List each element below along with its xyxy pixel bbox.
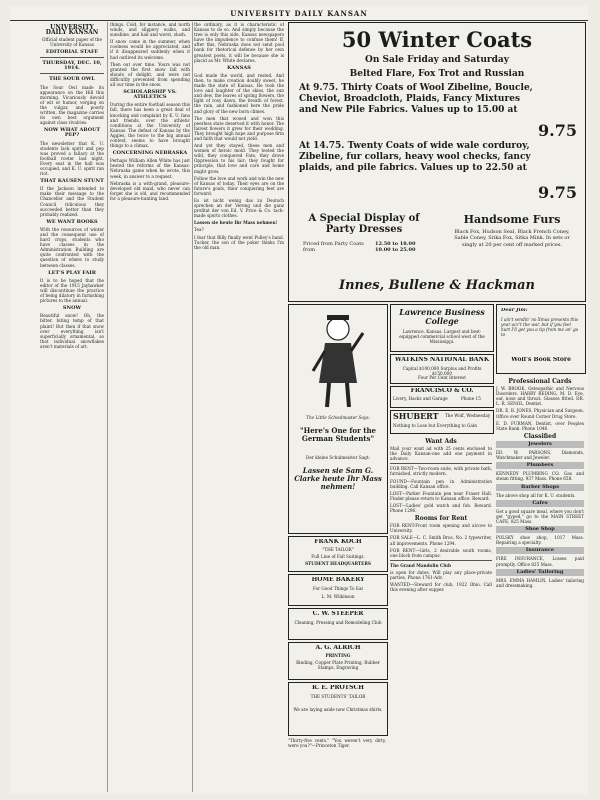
masthead [10,6,588,21]
editorial-staff-heading: EDITORIAL STAFF [45,49,99,56]
watkins-title: WATKINS NATIONAL BANK [394,357,490,362]
home-bakery-ad [288,574,388,606]
article-body: Tea? [194,227,204,233]
francisco-desc: Livery, Hacks and Garage [393,396,448,401]
barber-heading: Barber Shops [496,484,584,491]
shubert-title: SHUBERT [393,412,439,421]
dear-jim-text: I ain't sendin' no Xmas presents this year acc't the war, but if you feel hurt I'll get you a tip from me an' go to [501,317,579,337]
misc-jokes: "Thirty-five cents." "You weren't very dirty, were you?"—Princeton Tiger. [288,738,386,749]
paper-title: UNIVERSITY DAILY KANSAN [45,24,99,37]
coats-subtitle: On Sale Friday and Saturday [365,55,509,65]
rooms-text: FOR RENT-Front room opening and alcove to University. [390,523,492,534]
classified-heading: Classified [523,432,557,440]
want-ads-heading: Want Ads [425,438,457,445]
article-body: If the Jackson intended to make their message to the Chancellor and the Student Council ridiculous they succeeded better than they probably realized. [40,186,104,217]
bakery-desc: For Good Things To Eat [312,586,364,591]
wolf-book-store-ad [496,304,586,374]
protsch-desc: We are laying aside new Christmas shirts. [293,707,383,712]
koch-sub: "THE TAILOR" [322,547,354,552]
jewelers-text: ED. W. PARSONS, Diamonds, Watchmaker and Jeweler. [496,450,584,461]
watkins-bank-ad [390,354,494,384]
francisco-phone: Phone 15 [461,396,481,401]
article-heading: THE SOUR OWL [49,76,95,83]
article-heading: WE WANT BOOKS [46,218,98,225]
coats-offer-1: At 9.75. Thirty Coats of Wool Zibeline, Boucle, Cheviot, Broadcloth, Plaids, Fancy Mixtures and New Pile Fabrics. Values up to 15.00 at [299,83,533,115]
coats-price-2: 9.75 [538,183,577,202]
newspaper-page [10,6,588,794]
article-body: Nebraska is a with-grand, pleasure-developed old maid, who never can forget she is old, and recommended for a pleasure-hunting land. [110,180,190,201]
article-body: The men that wooed and won this peerless state deserved it with honor. The fairest flowers it grew for their wedding. They brought high hope and purpose firm and faith that would not yield. [194,115,284,141]
party-dresses-prices: 12.50 to 18.00 10.00 to 25.00 [375,241,416,253]
article-body: Perhaps William Allen White has just bested the reforms of the Kansas-Nebraska game when he wrote, this week, in answer to a request. [110,158,190,179]
article-body: things. Cold, for instance, and north winds, and slippery walks, and sunshine, and hail and worst, slush. [110,22,190,38]
coats-title: 50 Winter Coats [341,27,533,52]
schoolmaster-quote: "Here's One for the German Students" [299,427,377,443]
cafes-heading: Cafes [496,500,584,507]
dear-jim-heading: Dear Jim: [501,308,528,313]
steeper-title: C. W. STEEPER [312,611,364,616]
furs-heading: Handsome Furs [463,213,561,226]
article-body: The newsletter that K. U. students lack spirit and pep was proved a fallacy at the football rooter last night. Every seat in the hall was occupied, and K. U. spirit ran riot. [40,140,104,177]
plumbers-heading: Plumbers [496,462,584,469]
party-dresses-heading: A Special Display of Party Dresses [308,213,420,235]
college-desc: Lawrence, Kansas. Largest and best-equipped commercial school west of the Mississippi. [399,329,485,344]
article-body: I fear that Billy finally went Pulley's band. Tucker, the son of the poker thinks I'm the old man. [194,234,284,250]
article-body: The Sour Owl made its appearance on the Hill this morning. Vicariously devoid of wit or humor, verging on the vulgar, and poorly written, the magazine carries its own best argument against class rivalries. [40,84,104,126]
article-body: Follow the love and work and win the new of Kansas of today. Their eyes are on the future's goals, their conquering feet are forward. [194,175,284,196]
mandolin-club-text: is open for dates. Will play any place-private parties, Phone 1761-Adv. [390,569,492,580]
bakery-title: HOME BAKERY [311,577,365,582]
koch-slogan: STUDENT HEADQUARTERS [305,561,371,566]
want-ads-intro: Mail your want ad with 25 cents enclosed to the Daily Kansan-one add one payment in advance. [390,446,492,462]
dear-jim-signature: Wolf's Book Store [511,357,571,362]
article-body: Lassen sie heute Ihr Mass nehmen! [194,220,278,226]
article-body: During the entire football season this fall, there has been a great deal of knocking and complaint by K. U. fans and friends, over the athletic conditions at the University of Kansas. The defeat of Kansas by the Aggies, the twice to the big annual contest, seems to have brought things to a climax. [110,102,190,149]
shoe-heading: Shoe Shop [496,526,584,533]
coats-price-1: 9.75 [538,121,577,140]
koch-desc: Full Line of Fall Suitings. [311,554,365,559]
article-body: Beautiful snow! Oh, the bitter, biting temp of that plaint! But then if that snow over everything isn't superficially ornamental, so that individual snowflakes aren't materials of art. [40,313,104,349]
article-body: It is to be hoped that the editor of the 1915 Jayhawker will discontinue the practice of being dilatory in furnishing pictures to the annual. [40,277,104,304]
article-body: With the resources of winter and the consequent use of hard crops, students who have classes in the Administration Building are quite confronted with the question of where to study between classes. [40,226,104,268]
frank-koch-ad [288,536,388,572]
college-title: Lawrence Business College [399,308,485,326]
schoolmaster-caption: The Little Schoolmaster Says: [306,415,370,420]
article-body: the ordinary, as it is characteristic of Kansas to do so. And simply because the tree is only this side, Kansas newspapers have the impudence to confuse them! If, after this, Nebraska does not send pool bank for rhetorical defense by her own greatest poets, it will be because she is placid as Mr. White declares. [194,22,284,63]
coats-styles: Belted Flare, Fox Trot and Russian [349,69,525,79]
protsch-title: R. E. PROTSCH [312,685,364,690]
bakery-owner: L. M. Wilkinson [321,594,355,599]
furs-description: Black Fox, Hudson Seal, Black French Coney, Sable Coney, Sitka Fox, Sitka Mink. In sets or singly at 20 per cent off marked prices. [454,229,570,248]
alrich-sub: PRINTING [325,653,351,658]
article-body: Then out over time. Yours was not granted the first snow fall with shouts of delight, and were not difficultly prevented from spending all our time in the snow. [110,61,190,88]
article-heading: NOW WHAT ABOUT PEP? [43,127,101,139]
masthead-title: UNIVERSITY DAILY KANSAN [230,9,368,18]
article-heading: SNOW [62,305,82,312]
tailoring-heading: Ladies' Tailoring [496,569,584,576]
party-dresses-label: Priced from Party Coats from [303,241,364,253]
steeper-ad [288,608,388,640]
column-editorial [40,22,104,792]
store-signature-logo: Innes, Bullene & Hackman [339,278,535,293]
mandolin-club-heading: The Grand Mandolin Club [390,562,451,568]
jewelers-heading: Jewelers [496,441,584,448]
article-heading: SCHOLARSHIP VS. ATHLETICS [123,89,177,101]
shubert-desc: The Wolf, Wednesday [445,413,491,418]
winter-coats-ad [288,22,586,302]
article-heading: THAT KAUSEN STUNT [40,178,104,185]
koch-title: FRANK KOCH [314,539,362,544]
article-body: Es ist nicht wenig das zu Deutsch sprechen an der Vereng und die ganz profitat der von Ed. V. Price & Co. tach-made sports clothes. [194,198,284,219]
protsch-tailor-ad [288,682,388,736]
alrich-printing-ad [288,642,388,680]
column-three [194,22,284,792]
issue-date: THURSDAY, DEC. 10, 1914. [42,60,102,72]
francisco-ad [390,386,494,408]
protsch-sub: THE STUDENTS' TAILOR [310,694,366,699]
want-ads-column: Want Ads Mail your want ad with 25 cents enclosed to the Daily Kansan-one add one payment in advance. FOR RENT—Two-room suite, with private bath, furnished, strictly modern. FOUND—Fountain pen in Administration building. Call Kansan office. LOST—Parker Fountain pen near Fraser Hall. Finder please return to Kansan office. Reward. LOST—Ladies' gold watch and fob. Reward. Phone 1296. Rooms for Rent FOR RENT-Front room opening and alcove to University. FOR SALE—L. C. Smith Bros. No. 2 typewriter, all improvements. Phone 1294. FOR RENT—Girls, 2 desirable south rooms, one block from campus. The Grand Mandolin Club is open for dates. Will play any place-private parties, Phone 1761-Adv. WANTED—Steward for club, 1922 Ohio. Call this evening after supper. [390,438,492,593]
schoolmaster-sub: Der kleine Schulmeister Sagt: [306,455,370,460]
watkins-capital: Capital $100,000 Surplus and Profits $150,000 [402,366,482,376]
shubert-slogan: Nothing to Lose but Everything to Gain [393,423,477,428]
schoolmaster-slogan: Lassen sie Sam G. Clarke heute Ihr Mass nehmen! [294,467,382,491]
insurance-heading: Insurance [496,547,584,554]
business-college-ad [390,304,494,352]
professional-column: Professional Cards J. W. BROOK, Osteopathic and Nervous Disorders. HARRY REDING, M. D. Eye, ear, nose and throat. Glasses fitted. DR. L. R. SENOL, Dentist. DR. E. B. JONES, Physician and Surgeon. Office over Round Corner Drug Store. E. D. FURMAN, Dentist, over Peoples State Bank. Phone 1046. Classified Jewelers ED. W. PARSONS, Diamonds, Watchmaker and Jeweler. Plumbers KENNEDY PLUMBING CO. Gas and steam fitting. 937 Mass. Phone 658. Barber Shops The above shop all for K. U. students. Cafes Get a good square meal, where you don't get "gyped," go to the MAIN STREET CAFE, 825 Mass. Shoe Shop POLSKY shoe shop, 1017 Mass. Repairing a specialty. Insurance FIRE INSURANCE, Losses paid promptly. Office 825 Mass. Ladies' Tailoring MRS. EMMA HAMLIN, Ladies' tailoring and dressmaking. [496,378,584,588]
francisco-title: FRANCISCO & CO. [410,388,474,393]
article-heading: LET'S PLAY FAIR [48,269,96,276]
rooms-heading: Rooms for Rent [414,515,468,523]
article-heading: CONCERNING NEBRASKA [112,150,188,157]
watkins-interest: Four Per Cent Interest [418,375,466,380]
alrich-title: A. G. ALRICH [315,645,361,650]
article-heading: KANSAS [227,64,251,71]
steeper-desc: Cleaning, Pressing and Remodeling Club [294,620,382,625]
schoolmaster-ad [288,304,388,534]
coats-offer-2: At 14.75. Twenty Coats of wide wale corduroy, Zibeline, fur collars, heavy wool checks, fancy plaids, and pile fabrics. Values up to 22.50 at [299,141,531,173]
column-two [110,22,190,792]
article-body: God made the world, and rested. And then, to make creation doubly sweet, he made the state of Kansas. He took the love and laughter of the skies, the sun and dew, the leaves of spring flowers, the light of rosy dawn, the breath of forest, the rain, and fashioned here the pride and glory of the new born climes. [194,72,284,114]
paper-subtitle: Official student paper of the University of Kansas [42,37,102,48]
schoolmaster-illustration [309,311,367,411]
professional-text: J. W. BROOK, Osteopathic and Nervous Disorders. HARRY REDING, M. D. Eye, ear, nose and throat. Glasses fitted. DR. L. R. SENOL, Dentist. [496,386,584,407]
shubert-theatre-ad [390,410,494,434]
alrich-desc: Binding, Copper Plate Printing, Rubber Stamps, Engraving [296,660,380,670]
professional-heading: Professional Cards [508,378,572,385]
article-body: And yet they stayed, these men and women of heroic mold. They tested the wild, they conquered Fate, they drove Oppression to his lair; they fought for principle, that love and care and home might grow. [194,143,284,174]
article-body: If snow came in the summer, when coolness would be appreciated, and if it disappeared suddenly when it had outlived its welcome. [110,39,190,60]
